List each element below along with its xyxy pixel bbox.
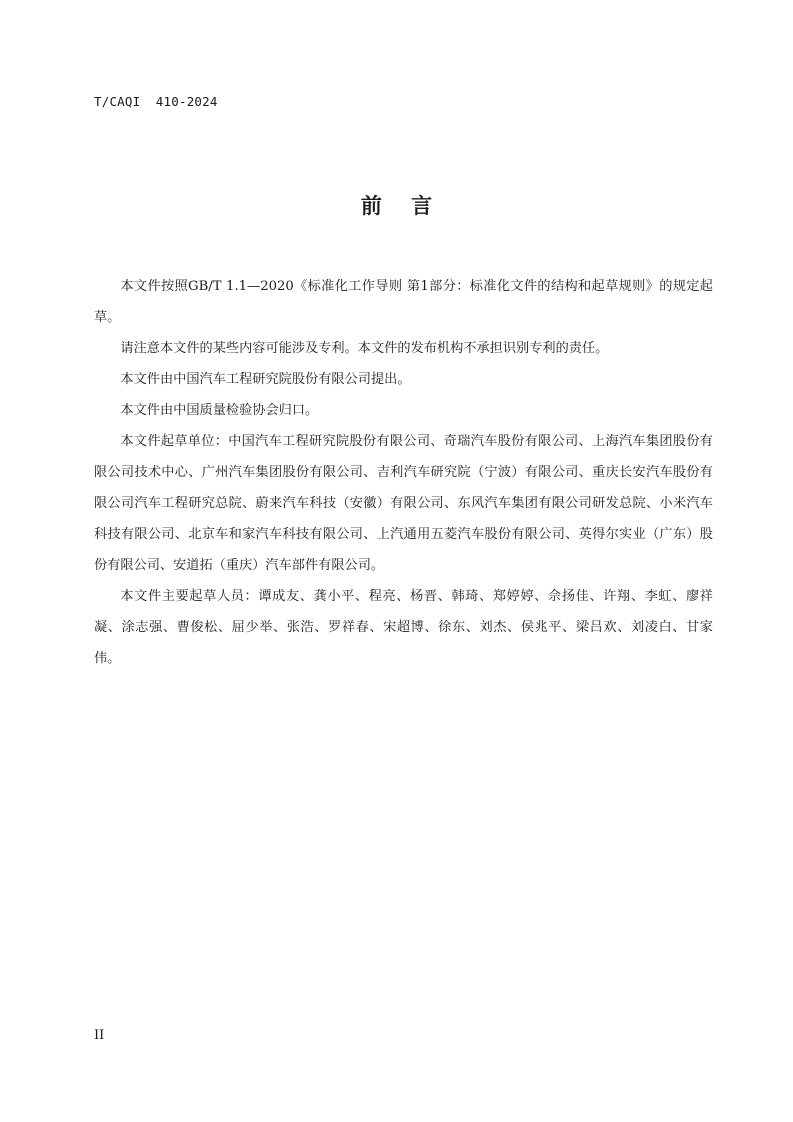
paragraph-proposer: 本文件由中国汽车工程研究院股份有限公司提出。 [120,372,411,387]
body-text [94,271,713,674]
document-code: T/CAQI 410-2024 [94,94,218,109]
paragraph-administrator: 本文件由中国质量检验协会归口。 [120,403,319,418]
page-number: II [94,1028,105,1043]
page-title: 前 言 [360,194,433,218]
paragraph-patent-notice: 请注意本文件的某些内容可能涉及专利。本文件的发布机构不承担识别专利的责任。 [120,341,609,356]
paragraph-drafting-rules: 本文件按照GB/T 1.1—2020《标准化工作导则 第1部分：标准化文件的结构和起草规则》的规定起草。 [94,279,713,325]
paragraph-drafting-units: 本文件起草单位：中国汽车工程研究院股份有限公司、奇瑞汽车股份有限公司、上海汽车集团股份有限公司技术中心、广州汽车集团股份有限公司、吉利汽车研究院（宁波）有限公司、重庆长安汽车股份有限公司汽车工程研究总院、蔚来汽车科技（安徽）有限公司、东风汽车集团有限公司研发总院、小米汽车科技有限公司、北京车和家汽车科技有限公司、上汽通用五菱汽车股份有限公司、英得尔实业（广东）股份有限公司、安道拓（重庆）汽车部件有限公司。 [94,434,713,573]
paragraph-drafters: 本文件主要起草人员：谭成友、龚小平、程亮、杨晋、韩琦、郑婷婷、佘扬佳、许翔、李虹、廖祥凝、涂志强、曹俊松、屈少举、张浩、罗祥春、宋超博、徐东、刘杰、侯兆平、梁吕欢、刘凌白、甘家伟。 [94,589,713,666]
